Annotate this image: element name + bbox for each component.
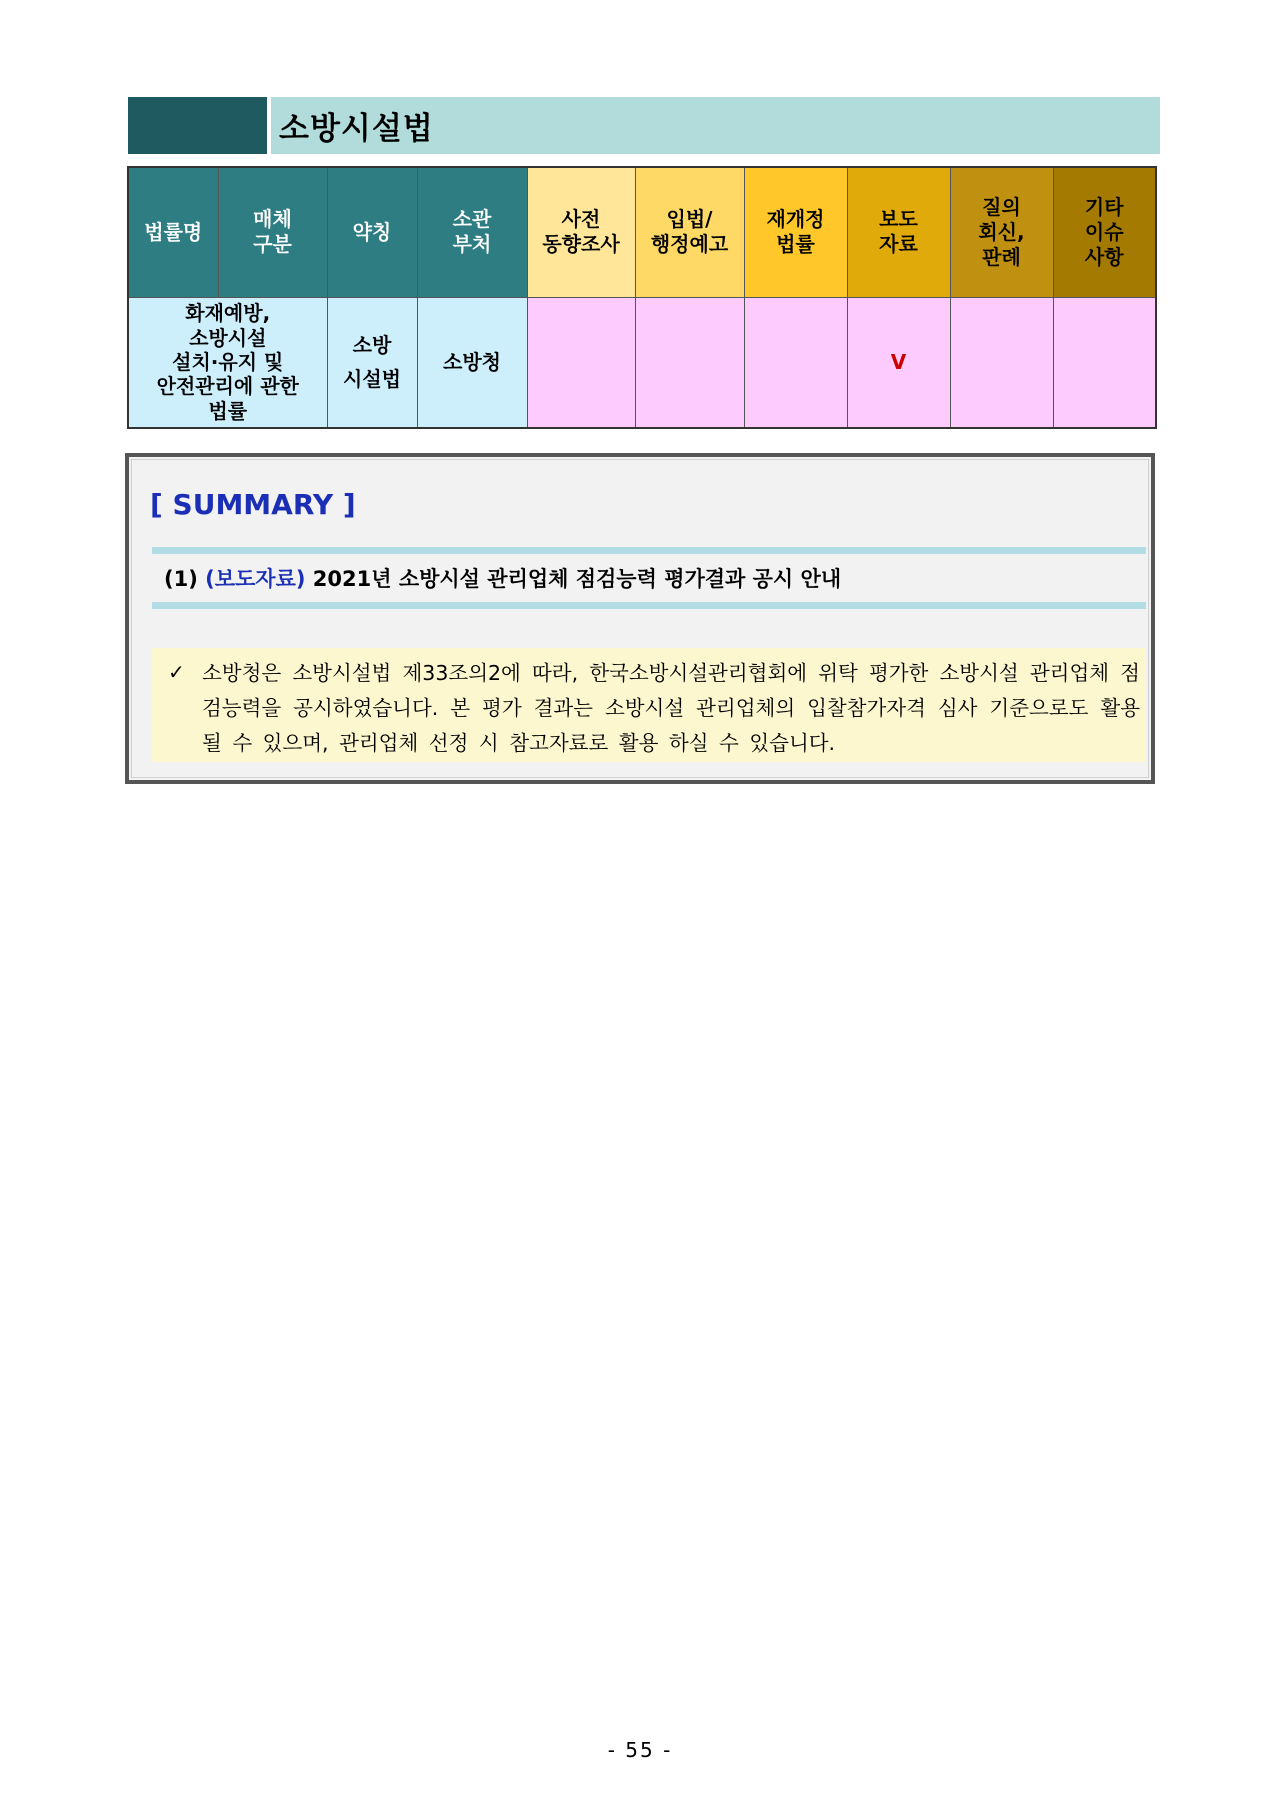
cell-other [1053,297,1156,428]
summary-heading: [ SUMMARY ] [150,488,356,521]
cell-press-release [847,297,950,428]
section-title: 소방시설법 [279,111,434,147]
check-icon: ✓ [168,660,185,684]
header-abbreviation: 약칭 [327,167,417,297]
summary-box [125,453,1155,784]
header-pre-survey: 사전 동향조사 [527,167,635,297]
title-accent-block [128,97,267,154]
summary-item [164,563,841,593]
item-title: 2021년 소방시설 관리업체 점검능력 평가결과 공시 안내 [312,567,842,591]
header-law-name: 법률명 [128,167,218,297]
page-number: - 55 - [607,1738,673,1762]
table-row [128,297,1156,428]
header-media-type: 매체 구분 [218,167,327,297]
header-legislation-notice: 입법/ 행정예고 [635,167,744,297]
header-amended-law: 재개정 법률 [744,167,847,297]
cell-inquiry [950,297,1053,428]
cell-law-name: 화재예방, 소방시설 설치·유지 및 안전관리에 관한 법률 [128,297,327,428]
header-ministry: 소관 부처 [417,167,527,297]
press-release-mark: V [890,349,907,374]
cell-legislation-notice [635,297,744,428]
summary-note-text: 소방청은 소방시설법 제33조의2에 따라, 한국소방시설관리협회에 위탁 평가한 소방시설 관리업체 점검능력을 공시하였습니다. 본 평가 결과는 소방시설 관리업체의 입찰참가자격 심사 기준으로도 활용 될 수 있으며, 관리업체 선정 시 참고자료로 활용 하실 수 있습니다. [202,661,1140,755]
summary-divider-top [152,547,1146,554]
summary-divider-bottom [152,602,1146,609]
cell-amended-law [744,297,847,428]
summary-note-box [152,648,1146,762]
header-other: 기타 이슈 사항 [1053,167,1156,297]
cell-ministry: 소방청 [417,297,527,428]
header-press-release: 보도 자료 [847,167,950,297]
law-status-table [127,166,1157,429]
item-tag: (보도자료) [205,567,306,591]
item-number: (1) [164,567,198,591]
cell-abbreviation: 소방 시설법 [327,297,417,428]
cell-pre-survey [527,297,635,428]
section-title-bar [128,97,1160,154]
header-inquiry: 질의 회신, 판례 [950,167,1053,297]
table-header-row [128,167,1156,297]
